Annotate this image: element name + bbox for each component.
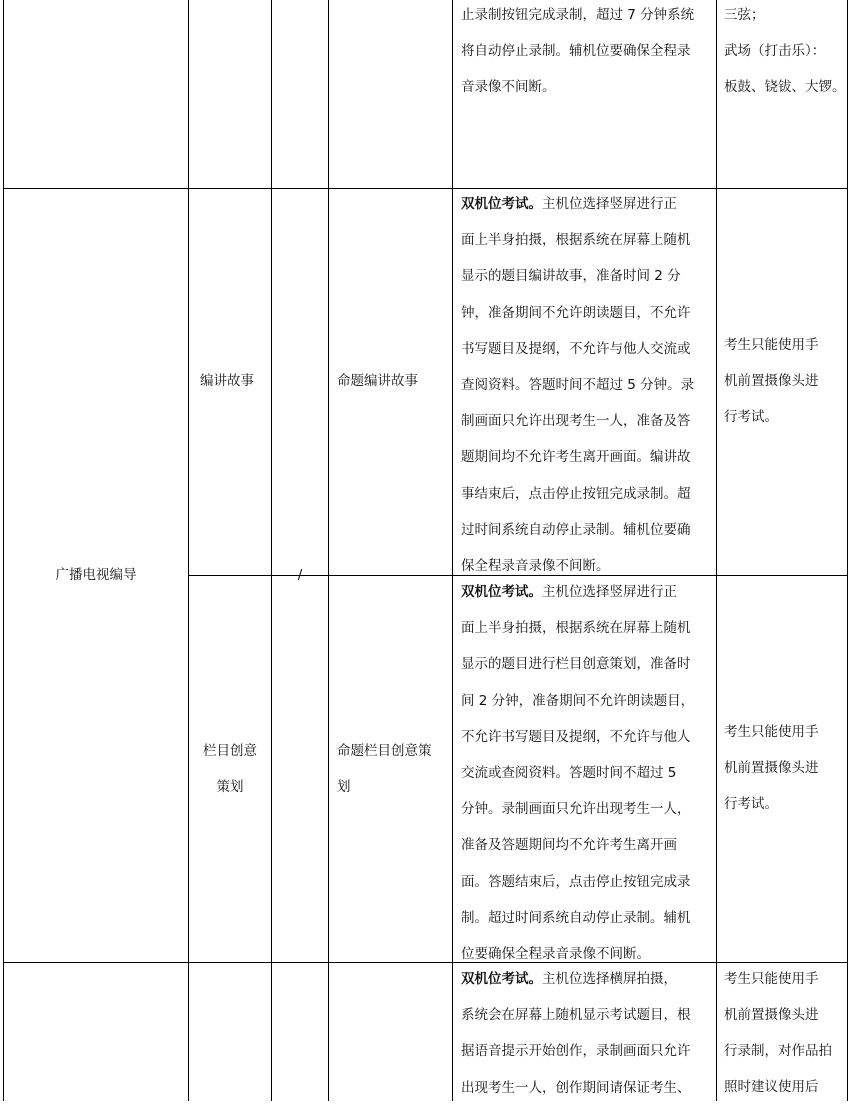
story-note-line-1: 考生只能使用手: [724, 337, 819, 353]
bottom-requirement-bold: 双机位考试。: [461, 971, 542, 987]
story-requirement-line-4: 钟，准备期间不允许朗读题目，不允许: [461, 304, 691, 321]
subject-slash: /: [297, 567, 303, 583]
planning-content-line-2: 划: [337, 779, 351, 795]
story-requirement: [461, 186, 713, 584]
bottom-note-line-4: 照时建议使用后: [724, 1079, 819, 1095]
story-requirement-line-3: 显示的题目编讲故事，准备时间 2 分: [461, 268, 681, 285]
story-requirement-line-5: 书写题目及提纲，不允许与他人交流或: [461, 340, 691, 357]
story-category: 编讲故事: [200, 373, 254, 389]
story-requirement-line-10: 过时间系统自动停止录制。辅机位要确: [461, 521, 691, 538]
bottom-note-line-3: 行录制，对作品拍: [724, 1043, 832, 1059]
top-note: [724, 0, 846, 105]
planning-requirement-line-4: 间 2 分钟，准备期间不允许朗读题目，: [461, 692, 695, 709]
top-note-line-3: 板鼓、铙钹、大锣。: [724, 79, 846, 95]
planning-requirement: [461, 574, 713, 972]
row-divider-3: [3, 962, 848, 963]
top-requirement-line-2: 将自动停止录制。辅机位要确保全程录: [461, 43, 691, 60]
bottom-note-line-1: 考生只能使用手: [724, 971, 819, 987]
planning-requirement-line-5: 不允许书写题目及提纲，不允许与他人: [461, 728, 691, 745]
planning-requirement-line-8: 准备及答题期间均不允许考生离开画: [461, 837, 677, 854]
story-requirement-line-9: 事结束后，点击停止按钮完成录制。超: [461, 485, 691, 502]
story-note: [724, 327, 819, 435]
story-requirement-line-2: 面上半身拍摄，根据系统在屏幕上随机: [461, 232, 691, 249]
bottom-requirement: [461, 961, 713, 1106]
bottom-note: [724, 961, 832, 1105]
planning-content-line-1: 命题栏目创意策: [337, 743, 432, 759]
planning-requirement-line-9: 面。答题结束后，点击停止按钮完成录: [461, 873, 691, 890]
planning-requirement-line-6: 交流或查阅资料。答题时间不超过 5: [461, 764, 677, 781]
story-requirement-line-7: 制画面只允许出现考生一人，准备及答: [461, 413, 691, 430]
planning-note-line-2: 机前置摄像头进: [724, 760, 819, 776]
col-border-right: [847, 0, 848, 1101]
planning-requirement-line-3: 显示的题目进行栏目创意策划，准备时: [461, 656, 691, 673]
planning-requirement-line-2: 面上半身拍摄，根据系统在屏幕上随机: [461, 620, 691, 637]
planning-category: [189, 733, 271, 805]
planning-requirement-bold: 双机位考试。: [461, 584, 542, 600]
bottom-note-line-2: 机前置摄像头进: [724, 1007, 819, 1023]
top-note-line-1: 三弦；: [724, 7, 765, 23]
top-note-line-2: 武场（打击乐）：: [724, 43, 826, 59]
bottom-requirement-line-2: 系统会在屏幕上随机显示考试题目，根: [461, 1007, 691, 1024]
story-note-line-2: 机前置摄像头进: [724, 373, 819, 389]
bottom-requirement-line-1: 双机位考试。主机位选择横屏拍摄，: [461, 971, 677, 987]
story-note-line-3: 行考试。: [724, 409, 778, 425]
top-requirement-line-3: 音录像不间断。: [461, 79, 556, 96]
planning-requirement-line-1: 双机位考试。主机位选择竖屏进行正: [461, 584, 677, 600]
col-divider-1: [188, 0, 189, 1101]
story-requirement-line-1: 双机位考试。主机位选择竖屏进行正: [461, 196, 677, 212]
story-content: 命题编讲故事: [337, 373, 418, 389]
planning-category-line-1: 栏目创意: [203, 743, 257, 759]
planning-requirement-line-10: 制。超过时间系统自动停止录制。辅机: [461, 909, 691, 926]
col-divider-4: [452, 0, 453, 1101]
bottom-requirement-line-3: 据语音提示开始创作，录制画面只允许: [461, 1043, 691, 1060]
story-requirement-line-6: 查阅资料。答题时间不超过 5 分钟。录: [461, 376, 695, 393]
col-border-left: [3, 0, 4, 1101]
story-requirement-line-8: 题期间均不允许考生离开画面。编讲故: [461, 449, 691, 466]
top-requirement: [461, 0, 713, 106]
planning-requirement-line-11: 位要确保全程录音录像不间断。: [461, 945, 650, 962]
planning-note-line-3: 行考试。: [724, 796, 778, 812]
story-requirement-bold: 双机位考试。: [461, 196, 542, 212]
planning-requirement-line-7: 分钟。录制画面只允许出现考生一人，: [461, 801, 691, 818]
major-name: 广播电视编导: [55, 567, 137, 583]
col-divider-3: [328, 0, 329, 1101]
planning-note: [724, 714, 819, 822]
planning-category-line-2: 策划: [216, 779, 244, 795]
planning-note-line-1: 考生只能使用手: [724, 724, 819, 740]
top-requirement-line-1: 止录制按钮完成录制，超过 7 分钟系统: [461, 7, 695, 23]
col-divider-2: [271, 0, 272, 1101]
row-divider-1: [3, 188, 848, 189]
story-requirement-line-11: 保全程录音录像不间断。: [461, 557, 610, 574]
bottom-requirement-line-4: 出现考生一人，创作期间请保证考生、: [461, 1079, 691, 1096]
planning-content: [337, 733, 432, 805]
col-divider-5: [716, 0, 717, 1101]
